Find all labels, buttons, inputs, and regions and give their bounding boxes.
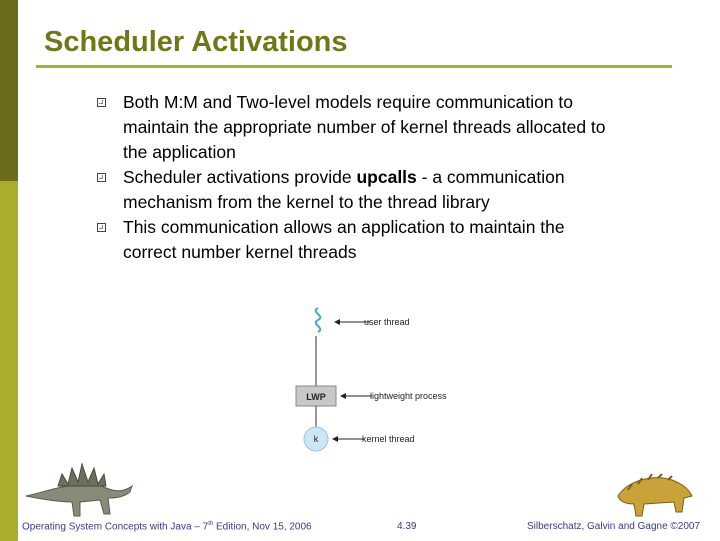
lwp-arrowhead xyxy=(340,393,346,399)
bullet-item xyxy=(95,90,615,165)
bullet-text-continued: - a communication mechanism from the kernel to the thread library xyxy=(123,167,565,212)
stegosaurus-icon xyxy=(24,452,134,522)
sidebar-bottom-segment xyxy=(0,181,18,541)
user-thread-arrowhead xyxy=(334,319,340,325)
bullet-bold-term: upcalls xyxy=(356,167,417,187)
footer-book-title xyxy=(22,521,312,532)
square-bullet-icon xyxy=(97,98,106,107)
square-bullet-icon xyxy=(97,223,106,232)
footer-book-title-text: Operating System Concepts with Java – 7 xyxy=(22,521,209,533)
sidebar-top-segment xyxy=(0,0,18,181)
bullet-list xyxy=(95,90,615,265)
title-underline xyxy=(36,65,672,68)
scheduler-diagram xyxy=(280,300,500,460)
bullet-item xyxy=(95,215,615,265)
footer-page-number: 4.39 xyxy=(397,521,417,532)
lwp-label: lightweight process xyxy=(370,391,447,401)
bullet-item xyxy=(95,165,615,215)
kernel-node-label: k xyxy=(313,434,319,444)
footer-book-date: Edition, Nov 15, 2006 xyxy=(213,521,312,533)
footer-edition-sup: th xyxy=(208,521,214,527)
square-bullet-icon xyxy=(97,173,106,182)
kernel-thread-label: kernel thread xyxy=(362,434,415,444)
user-thread-label: user thread xyxy=(364,317,410,327)
kernel-thread-arrowhead xyxy=(332,436,338,442)
lwp-box-label: LWP xyxy=(306,392,326,402)
sidebar xyxy=(0,0,18,540)
bullet-text: Both M:M and Two-level models require communication to maintain the appropriate number of kernel threads allocated to the application xyxy=(123,92,606,162)
footer-copyright: Silberschatz, Galvin and Gagne ©2007 xyxy=(527,521,701,532)
bullet-text: Scheduler activations provide xyxy=(123,167,357,187)
user-thread-squiggle xyxy=(316,308,321,332)
ankylosaurus-icon xyxy=(614,466,694,522)
bullet-text: This communication allows an application to maintain the correct number kernel threads xyxy=(123,217,565,262)
slide-title: Scheduler Activations xyxy=(44,26,348,58)
